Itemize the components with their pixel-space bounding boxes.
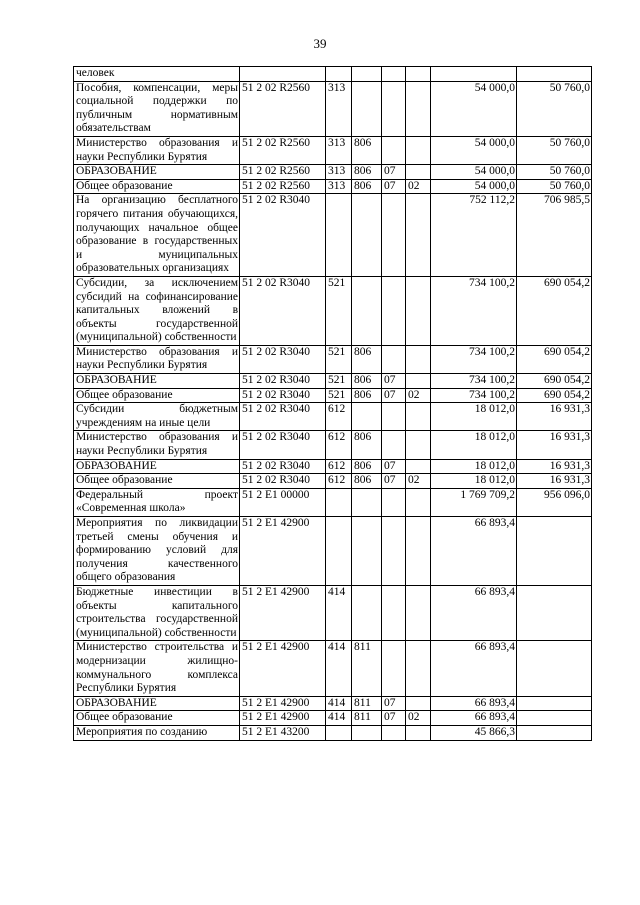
expense-type-cell: 521 [326,276,352,345]
row-name-cell: Федеральный проект «Современная школа» [74,488,240,516]
amount-year1-cell: 54 000,0 [431,81,517,136]
table-row [74,136,592,164]
row-name-cell: ОБРАЗОВАНИЕ [74,696,240,711]
ministry-code-cell [352,517,382,586]
expense-type-cell: 612 [326,403,352,431]
section-cell: 07 [382,474,406,489]
ministry-code-cell: 811 [352,696,382,711]
ministry-code-cell [352,67,382,82]
target-article-cell: 51 2 02 R3040 [240,403,326,431]
expense-type-cell: 414 [326,641,352,696]
subsection-cell [406,585,431,640]
table-row [74,179,592,194]
amount-year2-cell [517,585,592,640]
amount-year1-cell: 734 100,2 [431,276,517,345]
table-row [74,67,592,82]
table-row [74,474,592,489]
amount-year1-cell: 54 000,0 [431,179,517,194]
section-cell: 07 [382,459,406,474]
amount-year1-cell: 54 000,0 [431,136,517,164]
amount-year2-cell: 956 096,0 [517,488,592,516]
section-cell [382,136,406,164]
expense-type-cell: 612 [326,459,352,474]
row-name-cell: На организацию бесплатного горячего питания обучающихся, получающих начальное общее образование в государственных и муниципальных образовательных организациях [74,194,240,277]
table-row [74,585,592,640]
expense-type-cell: 313 [326,165,352,180]
target-article-cell: 51 2 02 R3040 [240,194,326,277]
target-article-cell: 51 2 02 R3040 [240,474,326,489]
section-cell [382,585,406,640]
ministry-code-cell [352,725,382,740]
ministry-code-cell [352,194,382,277]
target-article-cell [240,67,326,82]
amount-year2-cell [517,67,592,82]
expense-type-cell: 414 [326,696,352,711]
row-name-cell: Общее образование [74,388,240,403]
subsection-cell [406,641,431,696]
section-cell [382,517,406,586]
amount-year2-cell: 50 760,0 [517,165,592,180]
section-cell [382,725,406,740]
table-row [74,165,592,180]
amount-year1-cell: 66 893,4 [431,585,517,640]
target-article-cell: 51 2 02 R3040 [240,374,326,389]
subsection-cell: 02 [406,474,431,489]
amount-year2-cell: 690 054,2 [517,345,592,373]
amount-year1-cell: 66 893,4 [431,641,517,696]
amount-year1-cell: 66 893,4 [431,696,517,711]
row-name-cell: Общее образование [74,474,240,489]
ministry-code-cell: 806 [352,345,382,373]
ministry-code-cell: 806 [352,374,382,389]
subsection-cell [406,374,431,389]
expense-type-cell: 612 [326,474,352,489]
subsection-cell [406,276,431,345]
table-row [74,388,592,403]
section-cell [382,488,406,516]
row-name-cell: ОБРАЗОВАНИЕ [74,165,240,180]
section-cell [382,345,406,373]
subsection-cell [406,67,431,82]
table-row [74,725,592,740]
section-cell: 07 [382,179,406,194]
subsection-cell: 02 [406,711,431,726]
row-name-cell: ОБРАЗОВАНИЕ [74,374,240,389]
target-article-cell: 51 2 02 R2560 [240,165,326,180]
amount-year2-cell: 690 054,2 [517,374,592,389]
row-name-cell: Министерство строительства и модернизации жилищно-коммунального комплекса Республики Бурятия [74,641,240,696]
table-row [74,711,592,726]
target-article-cell: 51 2 E1 42900 [240,641,326,696]
subsection-cell [406,488,431,516]
table-row [74,696,592,711]
table-row [74,276,592,345]
amount-year1-cell: 66 893,4 [431,517,517,586]
expense-type-cell [326,67,352,82]
amount-year1-cell: 18 012,0 [431,459,517,474]
subsection-cell: 02 [406,179,431,194]
row-name-cell: Бюджетные инвестиции в объекты капитального строительства государственной (муниципальной) собственности [74,585,240,640]
target-article-cell: 51 2 E1 42900 [240,517,326,586]
row-name-cell: Общее образование [74,179,240,194]
target-article-cell: 51 2 02 R3040 [240,431,326,459]
ministry-code-cell [352,276,382,345]
target-article-cell: 51 2 02 R3040 [240,459,326,474]
target-article-cell: 51 2 02 R2560 [240,179,326,194]
ministry-code-cell: 806 [352,474,382,489]
target-article-cell: 51 2 E1 42900 [240,585,326,640]
amount-year2-cell: 690 054,2 [517,276,592,345]
target-article-cell: 51 2 E1 00000 [240,488,326,516]
amount-year1-cell: 18 012,0 [431,474,517,489]
section-cell [382,276,406,345]
ministry-code-cell: 806 [352,165,382,180]
subsection-cell [406,696,431,711]
ministry-code-cell: 811 [352,641,382,696]
target-article-cell: 51 2 02 R3040 [240,345,326,373]
amount-year2-cell: 16 931,3 [517,403,592,431]
amount-year2-cell [517,711,592,726]
target-article-cell: 51 2 E1 42900 [240,696,326,711]
amount-year1-cell: 734 100,2 [431,345,517,373]
amount-year2-cell [517,517,592,586]
amount-year1-cell [431,67,517,82]
amount-year1-cell: 45 866,3 [431,725,517,740]
amount-year2-cell: 706 985,5 [517,194,592,277]
expense-type-cell: 521 [326,374,352,389]
row-name-cell: Субсидии, за исключением субсидий на софинансирование капитальных вложений в объекты государственной (муниципальной) собственности [74,276,240,345]
ministry-code-cell: 806 [352,136,382,164]
ministry-code-cell: 811 [352,711,382,726]
section-cell [382,194,406,277]
expense-type-cell [326,488,352,516]
amount-year2-cell [517,641,592,696]
budget-table [73,66,592,741]
amount-year1-cell: 18 012,0 [431,431,517,459]
section-cell: 07 [382,388,406,403]
target-article-cell: 51 2 02 R3040 [240,388,326,403]
amount-year2-cell [517,696,592,711]
amount-year1-cell: 18 012,0 [431,403,517,431]
amount-year2-cell [517,725,592,740]
ministry-code-cell [352,488,382,516]
section-cell [382,641,406,696]
amount-year2-cell: 16 931,3 [517,474,592,489]
subsection-cell [406,165,431,180]
table-row [74,374,592,389]
table-row [74,459,592,474]
amount-year2-cell: 50 760,0 [517,179,592,194]
amount-year1-cell: 752 112,2 [431,194,517,277]
subsection-cell: 02 [406,388,431,403]
row-name-cell: Пособия, компенсации, меры социальной поддержки по публичным нормативным обязательствам [74,81,240,136]
target-article-cell: 51 2 02 R3040 [240,276,326,345]
section-cell: 07 [382,696,406,711]
amount-year1-cell: 734 100,2 [431,374,517,389]
amount-year1-cell: 54 000,0 [431,165,517,180]
target-article-cell: 51 2 02 R2560 [240,81,326,136]
table-row [74,517,592,586]
amount-year2-cell: 50 760,0 [517,81,592,136]
row-name-cell: Министерство образования и науки Республики Бурятия [74,345,240,373]
amount-year2-cell: 16 931,3 [517,431,592,459]
table-row [74,403,592,431]
table-row [74,488,592,516]
expense-type-cell: 521 [326,345,352,373]
row-name-cell: человек [74,67,240,82]
row-name-cell: Мероприятия по созданию [74,725,240,740]
table-row [74,641,592,696]
target-article-cell: 51 2 E1 43200 [240,725,326,740]
amount-year2-cell: 16 931,3 [517,459,592,474]
subsection-cell [406,136,431,164]
subsection-cell [406,725,431,740]
row-name-cell: Министерство образования и науки Республики Бурятия [74,431,240,459]
expense-type-cell: 612 [326,431,352,459]
section-cell [382,431,406,459]
row-name-cell: Мероприятия по ликвидации третьей смены обучения и формированию условий для получения качественного общего образования [74,517,240,586]
row-name-cell: Общее образование [74,711,240,726]
ministry-code-cell [352,81,382,136]
expense-type-cell [326,517,352,586]
row-name-cell: Министерство образования и науки Республики Бурятия [74,136,240,164]
subsection-cell [406,345,431,373]
expense-type-cell: 414 [326,585,352,640]
table-row [74,345,592,373]
amount-year2-cell: 690 054,2 [517,388,592,403]
amount-year1-cell: 734 100,2 [431,388,517,403]
row-name-cell: Субсидии бюджетным учреждениям на иные цели [74,403,240,431]
ministry-code-cell: 806 [352,388,382,403]
subsection-cell [406,459,431,474]
target-article-cell: 51 2 02 R2560 [240,136,326,164]
subsection-cell [406,81,431,136]
row-name-cell: ОБРАЗОВАНИЕ [74,459,240,474]
expense-type-cell [326,194,352,277]
ministry-code-cell: 806 [352,179,382,194]
subsection-cell [406,431,431,459]
table-row [74,194,592,277]
section-cell: 07 [382,165,406,180]
section-cell [382,67,406,82]
subsection-cell [406,403,431,431]
ministry-code-cell [352,403,382,431]
ministry-code-cell [352,585,382,640]
expense-type-cell: 313 [326,81,352,136]
expense-type-cell: 313 [326,136,352,164]
table-row [74,81,592,136]
expense-type-cell: 414 [326,711,352,726]
expense-type-cell: 521 [326,388,352,403]
amount-year1-cell: 66 893,4 [431,711,517,726]
expense-type-cell: 313 [326,179,352,194]
section-cell: 07 [382,711,406,726]
page-number: 39 [313,36,327,51]
amount-year2-cell: 50 760,0 [517,136,592,164]
table-row [74,431,592,459]
subsection-cell [406,517,431,586]
section-cell [382,403,406,431]
target-article-cell: 51 2 E1 42900 [240,711,326,726]
subsection-cell [406,194,431,277]
amount-year1-cell: 1 769 709,2 [431,488,517,516]
expense-type-cell [326,725,352,740]
section-cell [382,81,406,136]
section-cell: 07 [382,374,406,389]
ministry-code-cell: 806 [352,431,382,459]
ministry-code-cell: 806 [352,459,382,474]
